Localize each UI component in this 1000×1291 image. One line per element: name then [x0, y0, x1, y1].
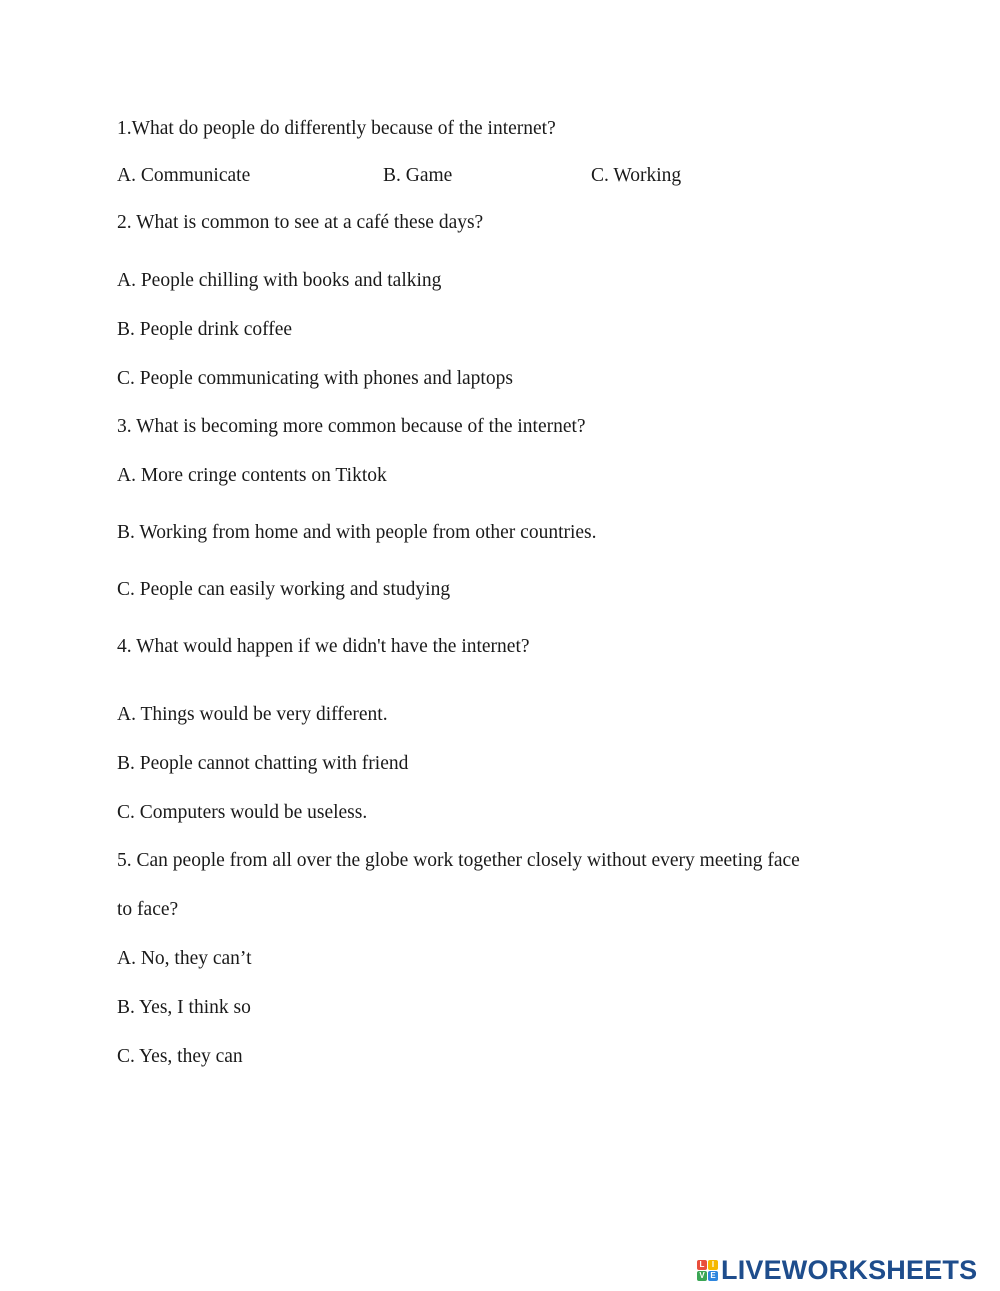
liveworksheets-logo: [697, 1254, 977, 1286]
question-4-prompt: 4. What would happen if we didn't have the internet?: [117, 636, 530, 657]
question-2-option-b: B. People drink coffee: [117, 319, 293, 340]
liveworksheets-logo-mark-icon: [697, 1260, 718, 1281]
question-1-option-c: C. Working: [591, 165, 682, 186]
question-2-option-c: C. People communicating with phones and laptops: [117, 368, 513, 389]
question-3-option-c: C. People can easily working and studying: [117, 579, 451, 600]
question-2-prompt: 2. What is common to see at a café these days?: [117, 212, 484, 233]
logo-mark-tile: V: [697, 1271, 707, 1281]
liveworksheets-logo-text: LIVEWORKSHEETS: [721, 1255, 978, 1285]
question-4-option-a: A. Things would be very different.: [117, 704, 388, 725]
question-1-option-a: A. Communicate: [117, 165, 251, 186]
logo-mark-tile: I: [708, 1260, 718, 1270]
question-3-option-b: B. Working from home and with people from other countries.: [117, 522, 597, 543]
question-5-option-b: B. Yes, I think so: [117, 997, 251, 1018]
question-1-option-b: B. Game: [383, 165, 453, 186]
question-3-option-a: A. More cringe contents on Tiktok: [117, 465, 387, 486]
question-4-option-c: C. Computers would be useless.: [117, 802, 368, 823]
logo-mark-tile: E: [708, 1271, 718, 1281]
question-5-prompt-line-2: to face?: [117, 899, 179, 920]
logo-mark-tile: L: [697, 1260, 707, 1270]
question-5-prompt-line-1: 5. Can people from all over the globe work together closely without every meeting face: [117, 850, 800, 871]
question-3-prompt: 3. What is becoming more common because of the internet?: [117, 416, 586, 437]
question-1-prompt: 1.What do people do differently because of the internet?: [117, 118, 556, 139]
question-4-option-b: B. People cannot chatting with friend: [117, 753, 409, 774]
question-5-option-a: A. No, they can’t: [117, 948, 252, 969]
question-5-option-c: C. Yes, they can: [117, 1046, 243, 1067]
question-2-option-a: A. People chilling with books and talking: [117, 270, 442, 291]
